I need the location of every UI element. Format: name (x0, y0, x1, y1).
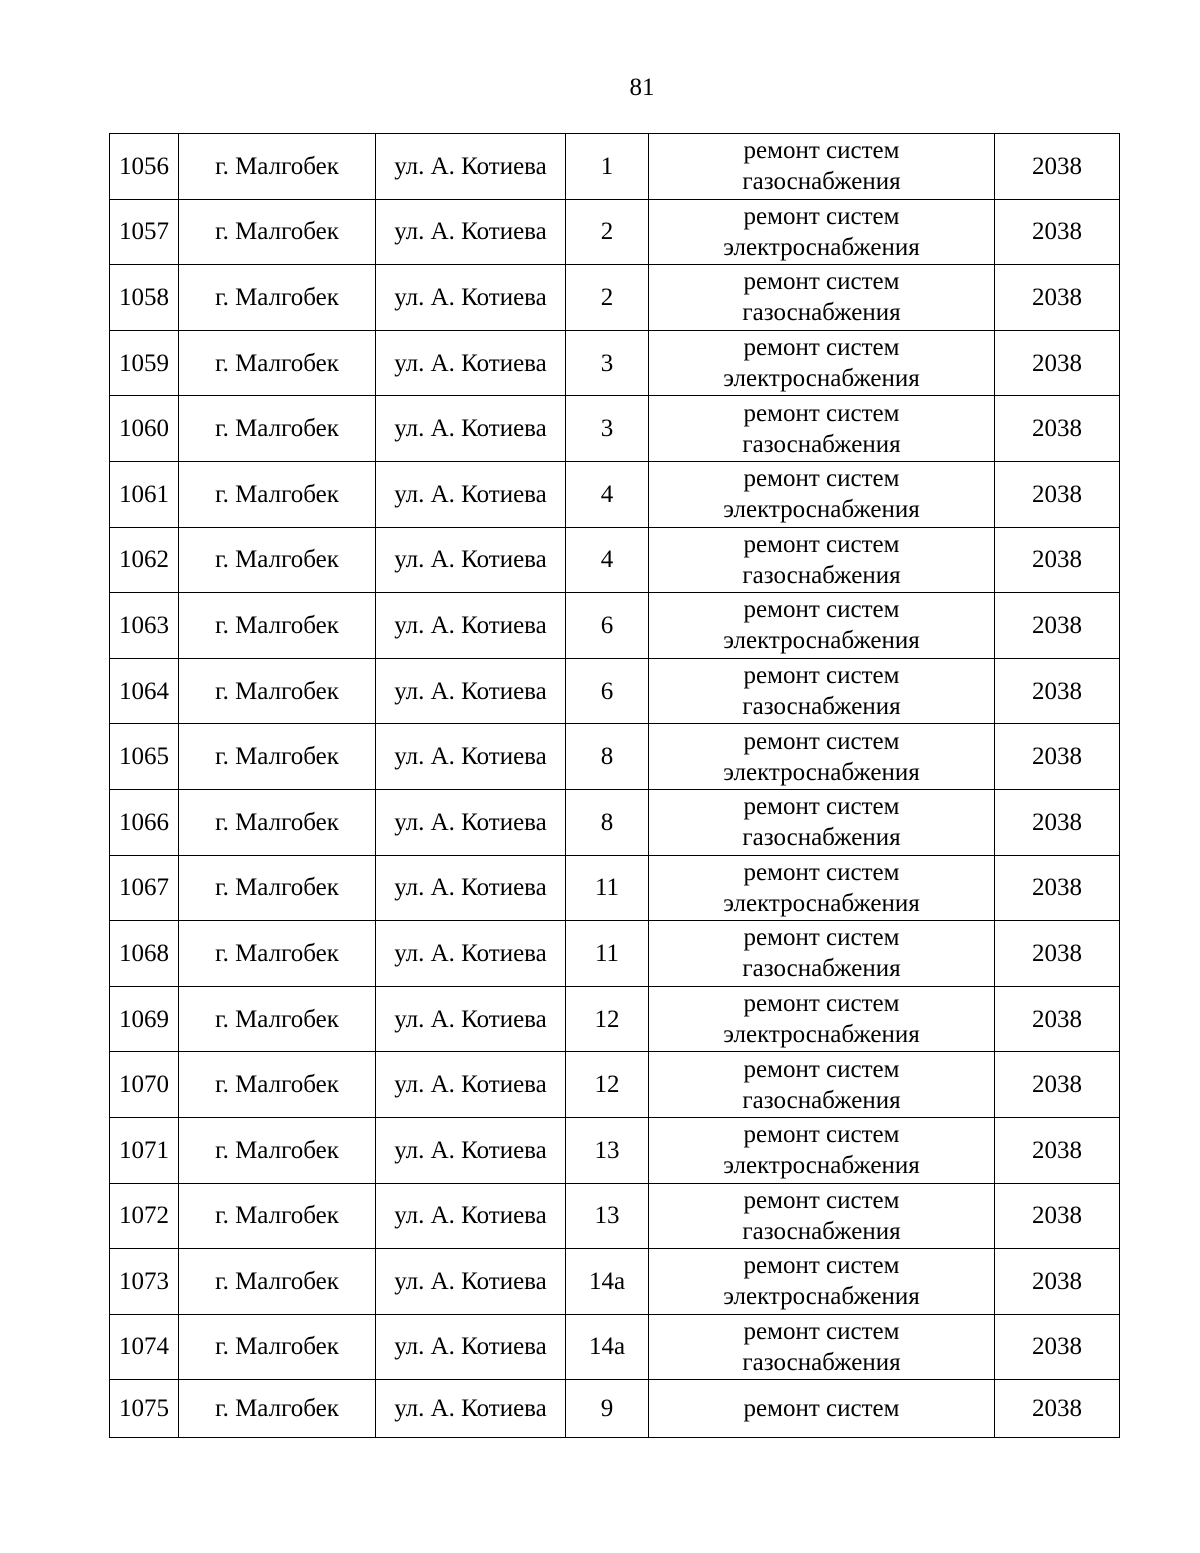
row-number-cell: 1073 (110, 1249, 179, 1315)
street-cell: ул. А. Котиева (376, 1183, 566, 1249)
work-type-line: ремонт систем (743, 1186, 900, 1214)
work-type-line: электроснабжения (723, 1152, 920, 1180)
city-cell: г. Малгобек (179, 1183, 376, 1249)
house-number-cell: 12 (566, 1052, 649, 1118)
house-number-cell: 14а (566, 1314, 649, 1380)
year-cell: 2038 (995, 1183, 1120, 1249)
work-type-line: ремонт систем (743, 990, 900, 1018)
city-cell: г. Малгобек (179, 396, 376, 462)
house-number-cell: 4 (566, 461, 649, 527)
table-row (110, 724, 1120, 790)
city-cell: г. Малгобек (179, 789, 376, 855)
street-cell: ул. А. Котиева (376, 593, 566, 659)
work-type-line: ремонт систем (743, 1121, 900, 1149)
work-type-line: электроснабжения (723, 233, 920, 261)
row-number-cell: 1062 (110, 527, 179, 593)
work-type-line: ремонт систем (743, 1395, 900, 1423)
street-cell: ул. А. Котиева (376, 1052, 566, 1118)
work-type-cell (649, 265, 995, 331)
work-type-cell (649, 1380, 995, 1438)
work-type-line: ремонт систем (743, 334, 900, 362)
table-row (110, 593, 1120, 659)
work-type-cell (649, 593, 995, 659)
house-number-cell: 2 (566, 199, 649, 265)
year-cell: 2038 (995, 134, 1120, 200)
work-type-cell (649, 134, 995, 200)
year-cell: 2038 (995, 855, 1120, 921)
work-type-line: ремонт систем (743, 793, 900, 821)
street-cell: ул. А. Котиева (376, 199, 566, 265)
street-cell: ул. А. Котиева (376, 527, 566, 593)
table-row (110, 396, 1120, 462)
work-type-cell (649, 396, 995, 462)
table-row (110, 1052, 1120, 1118)
work-type-line: электроснабжения (723, 627, 920, 655)
city-cell: г. Малгобек (179, 265, 376, 331)
house-number-cell: 13 (566, 1117, 649, 1183)
year-cell: 2038 (995, 527, 1120, 593)
work-type-line: газоснабжения (742, 299, 901, 327)
year-cell: 2038 (995, 1380, 1120, 1438)
street-cell: ул. А. Котиева (376, 265, 566, 331)
year-cell: 2038 (995, 461, 1120, 527)
street-cell: ул. А. Котиева (376, 724, 566, 790)
row-number-cell: 1075 (110, 1380, 179, 1438)
table-row (110, 265, 1120, 331)
table-row (110, 1314, 1120, 1380)
row-number-cell: 1059 (110, 330, 179, 396)
work-type-line: ремонт систем (743, 202, 900, 230)
row-number-cell: 1065 (110, 724, 179, 790)
year-cell: 2038 (995, 658, 1120, 724)
city-cell: г. Малгобек (179, 134, 376, 200)
work-type-line: ремонт систем (743, 596, 900, 624)
work-type-cell (649, 986, 995, 1052)
city-cell: г. Малгобек (179, 593, 376, 659)
house-number-cell: 12 (566, 986, 649, 1052)
house-number-cell: 9 (566, 1380, 649, 1438)
house-number-cell: 8 (566, 789, 649, 855)
city-cell: г. Малгобек (179, 330, 376, 396)
table-row (110, 921, 1120, 987)
street-cell: ул. А. Котиева (376, 461, 566, 527)
row-number-cell: 1066 (110, 789, 179, 855)
work-type-cell (649, 1314, 995, 1380)
work-type-cell (649, 855, 995, 921)
work-type-line: электроснабжения (723, 1021, 920, 1049)
work-type-cell (649, 1249, 995, 1315)
work-type-line: газоснабжения (742, 1086, 901, 1114)
street-cell: ул. А. Котиева (376, 1249, 566, 1315)
work-type-line: газоснабжения (742, 824, 901, 852)
row-number-cell: 1069 (110, 986, 179, 1052)
work-type-line: электроснабжения (723, 758, 920, 786)
work-type-cell (649, 789, 995, 855)
work-type-line: ремонт систем (743, 465, 900, 493)
work-type-cell (649, 527, 995, 593)
work-type-line: газоснабжения (742, 693, 901, 721)
work-type-cell (649, 1052, 995, 1118)
street-cell: ул. А. Котиева (376, 330, 566, 396)
row-number-cell: 1071 (110, 1117, 179, 1183)
table-row (110, 199, 1120, 265)
row-number-cell: 1064 (110, 658, 179, 724)
work-type-line: электроснабжения (723, 889, 920, 917)
house-number-cell: 2 (566, 265, 649, 331)
house-number-cell: 1 (566, 134, 649, 200)
house-number-cell: 14а (566, 1249, 649, 1315)
table-row (110, 855, 1120, 921)
row-number-cell: 1070 (110, 1052, 179, 1118)
table-row (110, 330, 1120, 396)
row-number-cell: 1056 (110, 134, 179, 200)
street-cell: ул. А. Котиева (376, 789, 566, 855)
row-number-cell: 1060 (110, 396, 179, 462)
year-cell: 2038 (995, 199, 1120, 265)
table-row (110, 134, 1120, 200)
table-row (110, 527, 1120, 593)
work-type-cell (649, 1117, 995, 1183)
city-cell: г. Малгобек (179, 986, 376, 1052)
city-cell: г. Малгобек (179, 1249, 376, 1315)
table-row (110, 1380, 1120, 1438)
city-cell: г. Малгобек (179, 658, 376, 724)
city-cell: г. Малгобек (179, 1052, 376, 1118)
city-cell: г. Малгобек (179, 1314, 376, 1380)
work-type-cell (649, 461, 995, 527)
city-cell: г. Малгобек (179, 855, 376, 921)
work-type-line: электроснабжения (723, 496, 920, 524)
house-number-cell: 13 (566, 1183, 649, 1249)
work-type-line: газоснабжения (742, 168, 901, 196)
row-number-cell: 1068 (110, 921, 179, 987)
row-number-cell: 1074 (110, 1314, 179, 1380)
work-type-line: ремонт систем (743, 727, 900, 755)
work-type-line: ремонт систем (743, 530, 900, 558)
table-row (110, 789, 1120, 855)
year-cell: 2038 (995, 593, 1120, 659)
year-cell: 2038 (995, 265, 1120, 331)
year-cell: 2038 (995, 1314, 1120, 1380)
work-type-cell (649, 1183, 995, 1249)
house-number-cell: 8 (566, 724, 649, 790)
work-type-line: ремонт систем (743, 1252, 900, 1280)
year-cell: 2038 (995, 1117, 1120, 1183)
city-cell: г. Малгобек (179, 461, 376, 527)
year-cell: 2038 (995, 724, 1120, 790)
page-number: 81 (629, 74, 655, 101)
work-type-line: ремонт систем (743, 1055, 900, 1083)
year-cell: 2038 (995, 1249, 1120, 1315)
street-cell: ул. А. Котиева (376, 921, 566, 987)
street-cell: ул. А. Котиева (376, 1314, 566, 1380)
work-type-line: ремонт систем (743, 662, 900, 690)
street-cell: ул. А. Котиева (376, 1117, 566, 1183)
city-cell: г. Малгобек (179, 724, 376, 790)
street-cell: ул. А. Котиева (376, 1380, 566, 1438)
work-type-line: газоснабжения (742, 1217, 901, 1245)
table-row (110, 1183, 1120, 1249)
work-type-line: электроснабжения (723, 1283, 920, 1311)
year-cell: 2038 (995, 330, 1120, 396)
street-cell: ул. А. Котиева (376, 396, 566, 462)
year-cell: 2038 (995, 396, 1120, 462)
house-number-cell: 6 (566, 593, 649, 659)
house-number-cell: 11 (566, 855, 649, 921)
row-number-cell: 1067 (110, 855, 179, 921)
city-cell: г. Малгобек (179, 921, 376, 987)
work-type-cell (649, 658, 995, 724)
work-type-line: ремонт систем (743, 268, 900, 296)
year-cell: 2038 (995, 789, 1120, 855)
work-type-cell (649, 330, 995, 396)
city-cell: г. Малгобек (179, 1117, 376, 1183)
year-cell: 2038 (995, 986, 1120, 1052)
row-number-cell: 1057 (110, 199, 179, 265)
house-number-cell: 6 (566, 658, 649, 724)
work-type-line: газоснабжения (742, 561, 901, 589)
work-type-line: ремонт систем (743, 137, 900, 165)
year-cell: 2038 (995, 921, 1120, 987)
work-type-line: газоснабжения (742, 430, 901, 458)
work-type-line: ремонт систем (743, 399, 900, 427)
city-cell: г. Малгобек (179, 1380, 376, 1438)
work-type-line: газоснабжения (742, 1348, 901, 1376)
street-cell: ул. А. Котиева (376, 658, 566, 724)
work-type-cell (649, 921, 995, 987)
city-cell: г. Малгобек (179, 199, 376, 265)
street-cell: ул. А. Котиева (376, 134, 566, 200)
work-type-cell (649, 724, 995, 790)
table-row (110, 461, 1120, 527)
house-number-cell: 4 (566, 527, 649, 593)
table-row (110, 1249, 1120, 1315)
table-row (110, 1117, 1120, 1183)
table-row (110, 658, 1120, 724)
work-type-line: ремонт систем (743, 924, 900, 952)
work-type-line: электроснабжения (723, 365, 920, 393)
year-cell: 2038 (995, 1052, 1120, 1118)
work-type-line: ремонт систем (743, 1317, 900, 1345)
work-type-line: ремонт систем (743, 858, 900, 886)
city-cell: г. Малгобек (179, 527, 376, 593)
street-cell: ул. А. Котиева (376, 855, 566, 921)
row-number-cell: 1058 (110, 265, 179, 331)
row-number-cell: 1061 (110, 461, 179, 527)
house-number-cell: 11 (566, 921, 649, 987)
row-number-cell: 1063 (110, 593, 179, 659)
table-body (110, 134, 1120, 1438)
repair-schedule-table (109, 133, 1120, 1438)
work-type-cell (649, 199, 995, 265)
row-number-cell: 1072 (110, 1183, 179, 1249)
work-type-line: газоснабжения (742, 955, 901, 983)
table-row (110, 986, 1120, 1052)
house-number-cell: 3 (566, 396, 649, 462)
house-number-cell: 3 (566, 330, 649, 396)
street-cell: ул. А. Котиева (376, 986, 566, 1052)
